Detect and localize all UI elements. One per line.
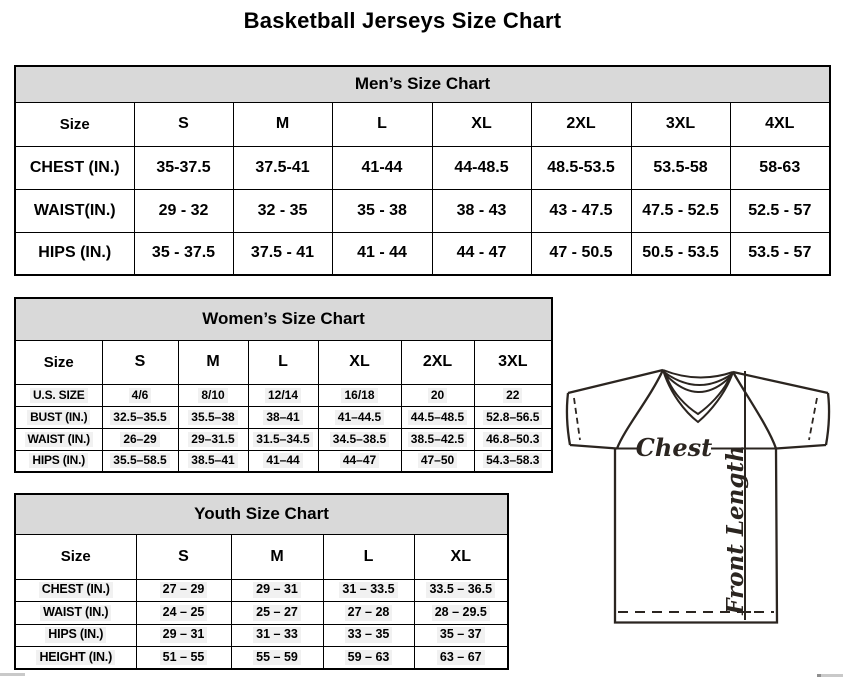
table-row	[15, 428, 552, 450]
size-cell: 44 - 47	[432, 232, 531, 275]
cell-text: 55 – 59	[253, 650, 301, 666]
row-label: WAIST(IN.)	[15, 189, 134, 232]
front-length-label: Front Length	[722, 445, 749, 615]
cell-text: 44–47	[340, 453, 379, 468]
cell-text: 38.5–41	[188, 453, 237, 468]
cell-text: 47–50	[418, 453, 457, 468]
size-cell: 29 - 32	[134, 189, 233, 232]
table-row	[15, 602, 508, 625]
size-cell: 47 - 50.5	[531, 232, 631, 275]
page-title: Basketball Jerseys Size Chart	[243, 8, 562, 33]
womens-chart-title: Women’s Size Chart	[15, 298, 552, 340]
column-header: S	[134, 102, 233, 146]
size-cell: 35 - 38	[332, 189, 432, 232]
cell-text: 26–29	[120, 432, 159, 447]
size-cell	[401, 406, 474, 428]
cell-text: 4/6	[129, 388, 152, 403]
size-cell	[178, 406, 248, 428]
row-label	[15, 428, 102, 450]
size-cell	[102, 450, 178, 472]
size-cell: 52.5 - 57	[730, 189, 830, 232]
cell-text: 59 – 63	[345, 650, 393, 666]
vneck-collar	[663, 370, 733, 422]
size-cell	[474, 428, 552, 450]
size-cell	[474, 450, 552, 472]
scrollbar-fragment-right	[817, 674, 843, 677]
cell-text: 24 – 25	[160, 605, 208, 621]
row-label: HIPS (IN.)	[15, 232, 134, 275]
size-cell	[401, 450, 474, 472]
size-cell: 58-63	[730, 146, 830, 189]
youth-size-chart-table	[14, 493, 509, 670]
column-header: 2XL	[531, 102, 631, 146]
table-row	[15, 450, 552, 472]
table-row	[15, 66, 830, 102]
column-header: XL	[414, 534, 508, 579]
size-cell	[318, 406, 401, 428]
cell-text: 34.5–38.5	[330, 432, 389, 447]
column-header: L	[323, 534, 414, 579]
size-cell	[178, 428, 248, 450]
cell-text: 28 – 29.5	[432, 605, 490, 621]
size-cell	[414, 602, 508, 625]
size-cell	[178, 450, 248, 472]
size-cell	[318, 384, 401, 406]
table-row	[15, 189, 830, 232]
size-cell	[102, 406, 178, 428]
column-header: 3XL	[631, 102, 730, 146]
cell-text: 54.3–58.3	[483, 453, 542, 468]
cell-text: 32.5–35.5	[110, 410, 169, 425]
womens-size-chart-table	[14, 297, 553, 473]
row-label	[15, 406, 102, 428]
size-cell	[318, 428, 401, 450]
column-header: Size	[15, 534, 136, 579]
cell-text: 38.5–42.5	[408, 432, 467, 447]
size-cell	[323, 602, 414, 625]
column-header: Size	[15, 102, 134, 146]
row-label-text: HIPS (IN.)	[45, 627, 106, 643]
cell-text: 27 – 29	[160, 582, 208, 598]
size-cell	[231, 579, 323, 602]
cell-text: 44.5–48.5	[408, 410, 467, 425]
column-header: L	[332, 102, 432, 146]
cell-text: 31 – 33.5	[339, 582, 397, 598]
row-label-text: HIPS (IN.)	[29, 453, 88, 468]
size-cell	[248, 428, 318, 450]
row-label	[15, 624, 136, 647]
cell-text: 41–44.5	[335, 410, 384, 425]
size-cell: 44-48.5	[432, 146, 531, 189]
row-label-text: WAIST (IN.)	[40, 605, 111, 621]
size-cell: 43 - 47.5	[531, 189, 631, 232]
size-cell: 48.5-53.5	[531, 146, 631, 189]
row-label	[15, 647, 136, 670]
row-label-text: HEIGHT (IN.)	[36, 650, 115, 666]
size-cell: 32 - 35	[233, 189, 332, 232]
cell-text: 25 – 27	[253, 605, 301, 621]
mens-chart-title: Men’s Size Chart	[15, 66, 830, 102]
size-cell	[474, 384, 552, 406]
column-header: M	[233, 102, 332, 146]
size-cell	[178, 384, 248, 406]
mens-size-chart-table	[14, 65, 831, 276]
size-cell	[102, 428, 178, 450]
size-cell: 53.5 - 57	[730, 232, 830, 275]
row-label	[15, 450, 102, 472]
table-row	[15, 647, 508, 670]
row-label	[15, 579, 136, 602]
cell-text: 8/10	[198, 388, 227, 403]
table-row	[15, 102, 830, 146]
size-cell	[102, 384, 178, 406]
size-cell: 35 - 37.5	[134, 232, 233, 275]
table-row	[15, 406, 552, 428]
cell-text: 31.5–34.5	[253, 432, 312, 447]
column-header: M	[231, 534, 323, 579]
size-cell: 41-44	[332, 146, 432, 189]
size-cell	[323, 624, 414, 647]
row-label-text: CHEST (IN.)	[39, 582, 113, 598]
table-row	[15, 384, 552, 406]
table-row	[15, 494, 508, 534]
table-row	[15, 579, 508, 602]
cell-text: 31 – 33	[253, 627, 301, 643]
row-label	[15, 384, 102, 406]
row-label: CHEST (IN.)	[15, 146, 134, 189]
cell-text: 33.5 – 36.5	[426, 582, 495, 598]
chest-label: Chest	[635, 433, 713, 462]
row-label	[15, 602, 136, 625]
size-cell: 41 - 44	[332, 232, 432, 275]
youth-chart-title: Youth Size Chart	[15, 494, 508, 534]
table-row	[15, 146, 830, 189]
size-cell	[474, 406, 552, 428]
cell-text: 63 – 67	[437, 650, 485, 666]
size-cell	[248, 406, 318, 428]
size-cell: 50.5 - 53.5	[631, 232, 730, 275]
column-header: S	[102, 340, 178, 384]
size-cell	[231, 602, 323, 625]
cell-text: 51 – 55	[160, 650, 208, 666]
cell-text: 33 – 35	[345, 627, 393, 643]
cell-text: 41–44	[263, 453, 302, 468]
table-row	[15, 340, 552, 384]
cell-text: 29–31.5	[188, 432, 237, 447]
size-cell	[414, 579, 508, 602]
column-header: XL	[318, 340, 401, 384]
cell-text: 29 – 31	[253, 582, 301, 598]
cell-text: 16/18	[341, 388, 377, 403]
cell-text: 38–41	[263, 410, 302, 425]
column-header: XL	[432, 102, 531, 146]
table-row	[15, 298, 552, 340]
cell-text: 35.5–58.5	[110, 453, 169, 468]
row-label-text: BUST (IN.)	[27, 410, 90, 425]
size-cell	[136, 647, 231, 670]
size-cell: 38 - 43	[432, 189, 531, 232]
row-label-text: WAIST (IN.)	[25, 432, 93, 447]
column-header: 3XL	[474, 340, 552, 384]
column-header: 4XL	[730, 102, 830, 146]
jersey-outline	[567, 370, 829, 623]
measurement-lines	[615, 371, 776, 620]
size-cell	[136, 579, 231, 602]
size-cell: 37.5 - 41	[233, 232, 332, 275]
size-cell	[323, 647, 414, 670]
column-header: S	[136, 534, 231, 579]
size-cell	[318, 450, 401, 472]
column-header: M	[178, 340, 248, 384]
cell-text: 27 – 28	[345, 605, 393, 621]
column-header: L	[248, 340, 318, 384]
cell-text: 29 – 31	[160, 627, 208, 643]
jersey-measurement-diagram	[558, 362, 834, 626]
size-cell	[414, 624, 508, 647]
size-cell	[401, 384, 474, 406]
size-cell	[414, 647, 508, 670]
size-cell: 35-37.5	[134, 146, 233, 189]
size-cell	[231, 647, 323, 670]
cell-text: 35.5–38	[188, 410, 237, 425]
size-cell	[248, 450, 318, 472]
size-cell	[136, 624, 231, 647]
column-header: 2XL	[401, 340, 474, 384]
size-cell: 47.5 - 52.5	[631, 189, 730, 232]
cell-text: 12/14	[265, 388, 301, 403]
size-cell	[248, 384, 318, 406]
size-cell: 53.5-58	[631, 146, 730, 189]
row-label-text: U.S. SIZE	[30, 388, 88, 403]
size-cell	[323, 579, 414, 602]
size-cell: 37.5-41	[233, 146, 332, 189]
table-row	[15, 624, 508, 647]
size-cell	[136, 602, 231, 625]
column-header: Size	[15, 340, 102, 384]
cell-text: 52.8–56.5	[483, 410, 542, 425]
cell-text: 35 – 37	[437, 627, 485, 643]
size-cell	[231, 624, 323, 647]
cell-text: 22	[503, 388, 522, 403]
scrollbar-fragment-left	[0, 673, 25, 676]
table-row	[15, 232, 830, 275]
size-cell	[401, 428, 474, 450]
table-row	[15, 534, 508, 579]
cell-text: 46.8–50.3	[483, 432, 542, 447]
cell-text: 20	[428, 388, 447, 403]
